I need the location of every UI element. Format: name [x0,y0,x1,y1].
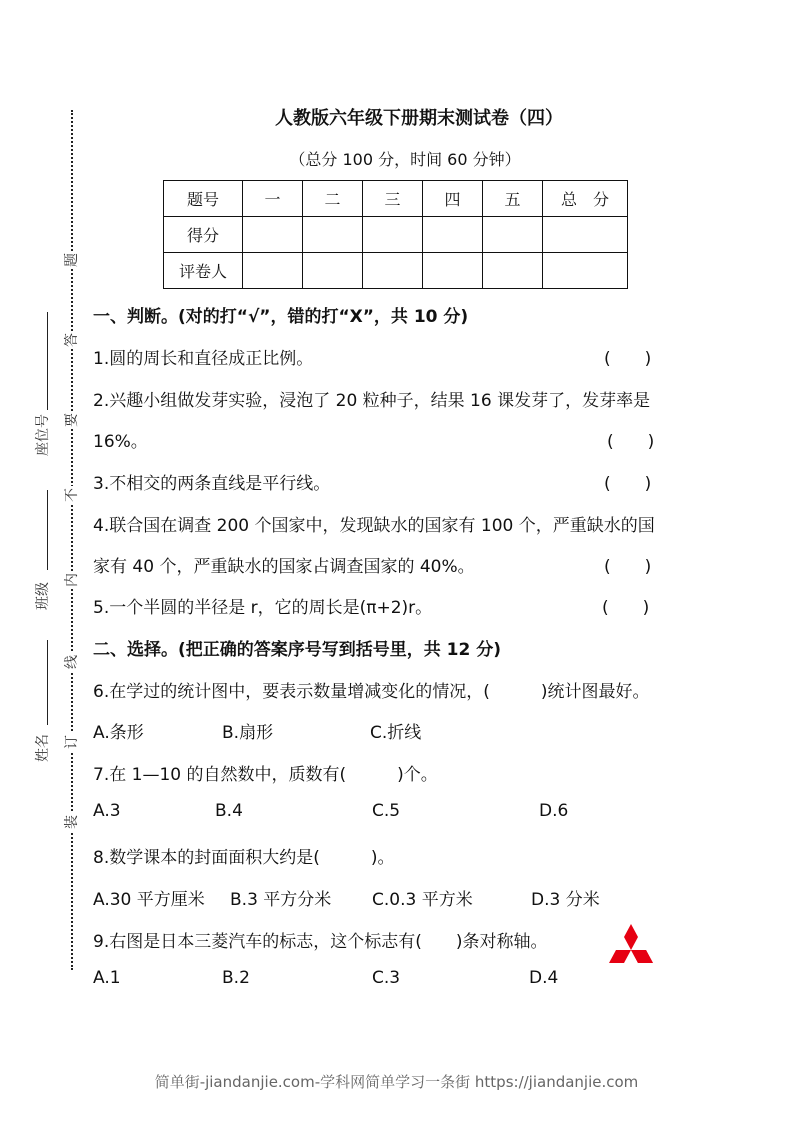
score-cell[interactable] [483,217,543,253]
footer: 简单街-jiandanjie.com-学科网简单学习一条街 https://jiandanjie.com [154,1073,639,1091]
seal-char: 要 [64,413,80,427]
question-text: 家有 40 个，严重缺水的国家占调查国家的 40%。 [93,557,475,577]
grader-cell[interactable] [303,253,363,289]
mitsubishi-logo-icon [600,924,662,976]
seal-char: 订 [64,735,80,749]
option: A.条形 [93,723,144,743]
table-cell: 评卷人 [164,253,243,289]
name-label: 姓名 [35,734,51,762]
option: A.1 [93,968,121,988]
table-cell: 三 [363,181,423,217]
option: C.折线 [370,723,422,743]
table-row [164,217,628,253]
score-cell[interactable] [363,217,423,253]
grader-cell[interactable] [363,253,423,289]
binding-dotted-line [71,110,73,970]
page-title: 人教版六年级下册期末测试卷（四） [275,108,563,129]
answer-blank[interactable]: ( ) [604,474,652,494]
section-heading: 二、选择。(把正确的答案序号写到括号里，共 12 分) [93,640,502,660]
score-cell[interactable] [303,217,363,253]
seat-field[interactable] [47,312,48,410]
table-cell: 题号 [164,181,243,217]
table-cell: 一 [243,181,303,217]
seal-char: 答 [64,333,80,347]
seal-char: 装 [64,815,80,829]
option: D.4 [529,968,559,988]
question-text: 6.在学过的统计图中，要表示数量增减变化的情况，( )统计图最好。 [93,682,650,702]
grader-cell[interactable] [423,253,483,289]
seal-char: 题 [64,253,80,267]
option: C.3 [372,968,401,988]
seal-char: 内 [64,573,80,587]
table-cell: 得分 [164,217,243,253]
option: A.30 平方厘米 [93,890,205,910]
score-cell[interactable] [423,217,483,253]
score-cell[interactable] [243,217,303,253]
option: B.2 [222,968,250,988]
question-text: 1.圆的周长和直径成正比例。 [93,349,314,369]
table-cell: 五 [483,181,543,217]
option: B.4 [215,801,243,821]
table-cell: 二 [303,181,363,217]
score-table [163,180,628,289]
question-text: 9.右图是日本三菱汽车的标志，这个标志有( )条对称轴。 [93,932,548,952]
option: B.扇形 [222,723,274,743]
name-field[interactable] [47,640,48,725]
section-heading: 一、判断。(对的打“√”，错的打“X”，共 10 分) [93,307,469,327]
question-text: 2.兴趣小组做发芽实验，浸泡了 20 粒种子，结果 16 课发芽了，发芽率是 [93,391,651,411]
answer-blank[interactable]: ( ) [604,349,652,369]
table-row [164,253,628,289]
class-label: 班级 [35,582,51,610]
option: C.5 [372,801,401,821]
table-cell: 四 [423,181,483,217]
option: D.6 [539,801,569,821]
question-text: 8.数学课本的封面面积大约是( )。 [93,848,395,868]
seat-label: 座位号 [35,414,51,456]
question-text: 16%。 [93,432,148,452]
answer-blank[interactable]: ( ) [607,432,655,452]
subtitle: （总分 100 分，时间 60 分钟） [289,150,521,169]
question-text: 5.一个半圆的半径是 r，它的周长是(π+2)r。 [93,598,433,618]
option: C.0.3 平方米 [372,890,473,910]
option: D.3 分米 [531,890,600,910]
question-text: 3.不相交的两条直线是平行线。 [93,474,331,494]
class-field[interactable] [47,490,48,570]
option: B.3 平方分米 [230,890,332,910]
table-row [164,181,628,217]
answer-blank[interactable]: ( ) [604,557,652,577]
grader-cell[interactable] [543,253,628,289]
question-text: 7.在 1—10 的自然数中，质数有( )个。 [93,765,438,785]
score-cell[interactable] [543,217,628,253]
seal-char: 线 [64,655,80,669]
grader-cell[interactable] [483,253,543,289]
question-text: 4.联合国在调查 200 个国家中，发现缺水的国家有 100 个，严重缺水的国 [93,516,655,536]
grader-cell[interactable] [243,253,303,289]
answer-blank[interactable]: ( ) [602,598,650,618]
option: A.3 [93,801,121,821]
seal-char: 不 [64,488,80,502]
table-cell: 总 分 [543,181,628,217]
